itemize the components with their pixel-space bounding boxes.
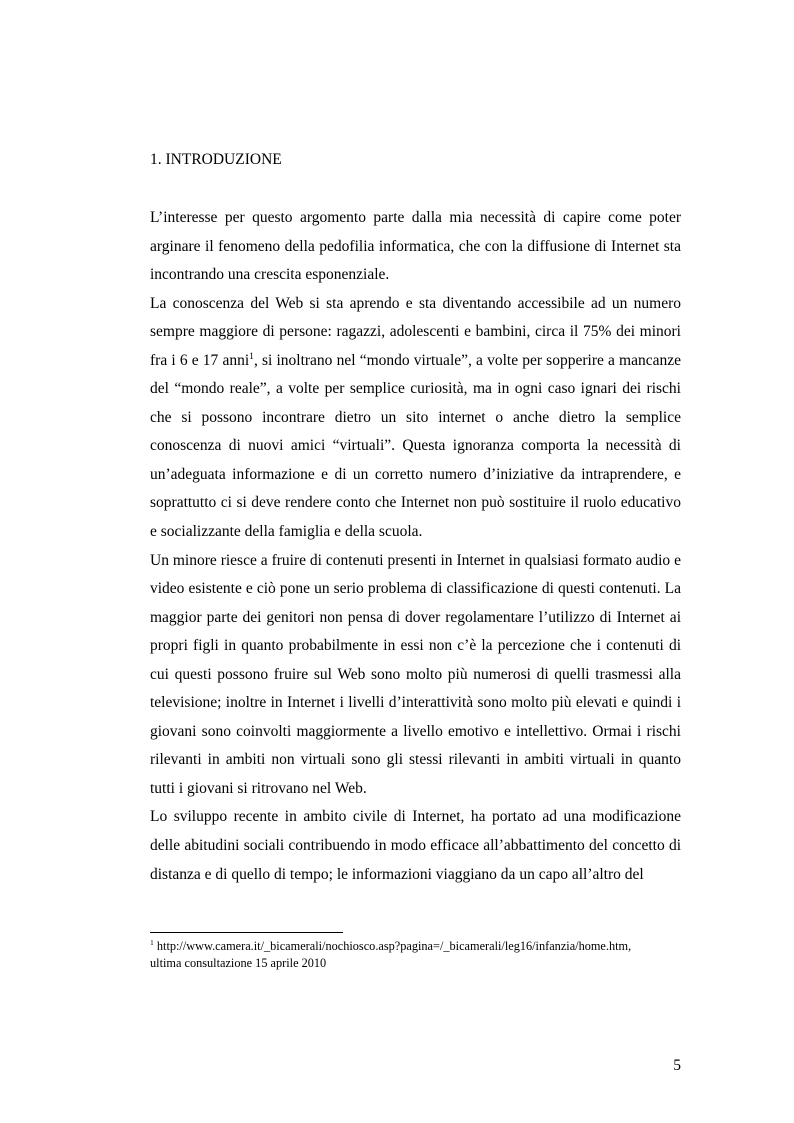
footnote-line-2: ultima consultazione 15 aprile 2010 (150, 956, 327, 970)
paragraph-1 (150, 204, 681, 290)
section-heading: 1. INTRODUZIONE (150, 151, 282, 168)
footnote-marker: 1 (150, 937, 154, 947)
paragraph-4 (150, 803, 681, 889)
paragraph-2-text-after: , si inoltrano nel “mondo virtuale”, a volte per sopperire a mancanze del “mondo reale”, a volte per semplice curiosità, ma in ogni caso ignari dei rischi che si possono incontrare dietro un sito internet o anche dietro la semplice conoscenza di nuovi amici “virtuali”. Questa ignoranza comporta la necessità di un’adeguata informazione e di un corretto numero d’iniziative da intraprendere, e soprattutto ci si deve rendere conto che Internet non può sostituire il ruolo educativo e socializzante della famiglia e della scuola. (150, 351, 682, 541)
paragraph-4-text: Lo sviluppo recente in ambito civile di Internet, ha portato ad una modificazione delle abitudini sociali contribuendo in modo efficace all’abbattimento del concetto di distanza e di quello di tempo; le informazioni viaggiano da un capo all’altro del (150, 808, 681, 883)
footnote-divider (150, 932, 343, 933)
footnote-reference[interactable]: 1 (249, 350, 254, 362)
paragraph-3-text: Un minore riesce a fruire di contenuti presenti in Internet in qualsiasi formato audio e video esistente e ciò pone un serio problema di classificazione di questi contenuti. La maggior parte dei genitori non pensa di dover regolamentare l’utilizzo di Internet ai propri figli in quanto probabilmente in essi non c’è la percezione che i contenuti di cui questi possono fruire sul Web sono molto più numerosi di quelli trasmessi alla televisione; inoltre in Internet i livelli d’interattività sono molto più elevati e quindi i giovani sono coinvolti maggiormente a livello emotivo e intellettivo. Ormai i rischi rilevanti in ambiti non virtuali sono gli stessi rilevanti in ambiti virtuali in quanto tutti i giovani si ritrovano nel Web. (150, 551, 681, 797)
footnote-url[interactable]: http://www.camera.it/_bicamerali/nochiosco.asp?pagina=/_bicamerali/leg16/infanzia/home.htm, (156, 939, 632, 953)
footnote (150, 938, 681, 972)
body-text (150, 204, 681, 889)
paragraph-2-text-before: La conoscenza del Web si sta aprendo e sta diventando accessibile ad un numero sempre maggiore di persone: ragazzi, adolescenti e bambini, circa il 75% dei minori fra i 6 e 17 anni (150, 294, 681, 369)
paragraph-1-text: L’interesse per questo argomento parte dalla mia necessità di capire come poter arginare il fenomeno della pedofilia informatica, che con la diffusione di Internet sta incontrando una crescita esponenziale. (150, 209, 681, 284)
document-page (150, 0, 681, 1123)
footnote-line-1 (150, 938, 681, 955)
paragraph-3 (150, 547, 681, 804)
paragraph-2 (150, 290, 681, 547)
page-number: 5 (673, 1057, 681, 1074)
